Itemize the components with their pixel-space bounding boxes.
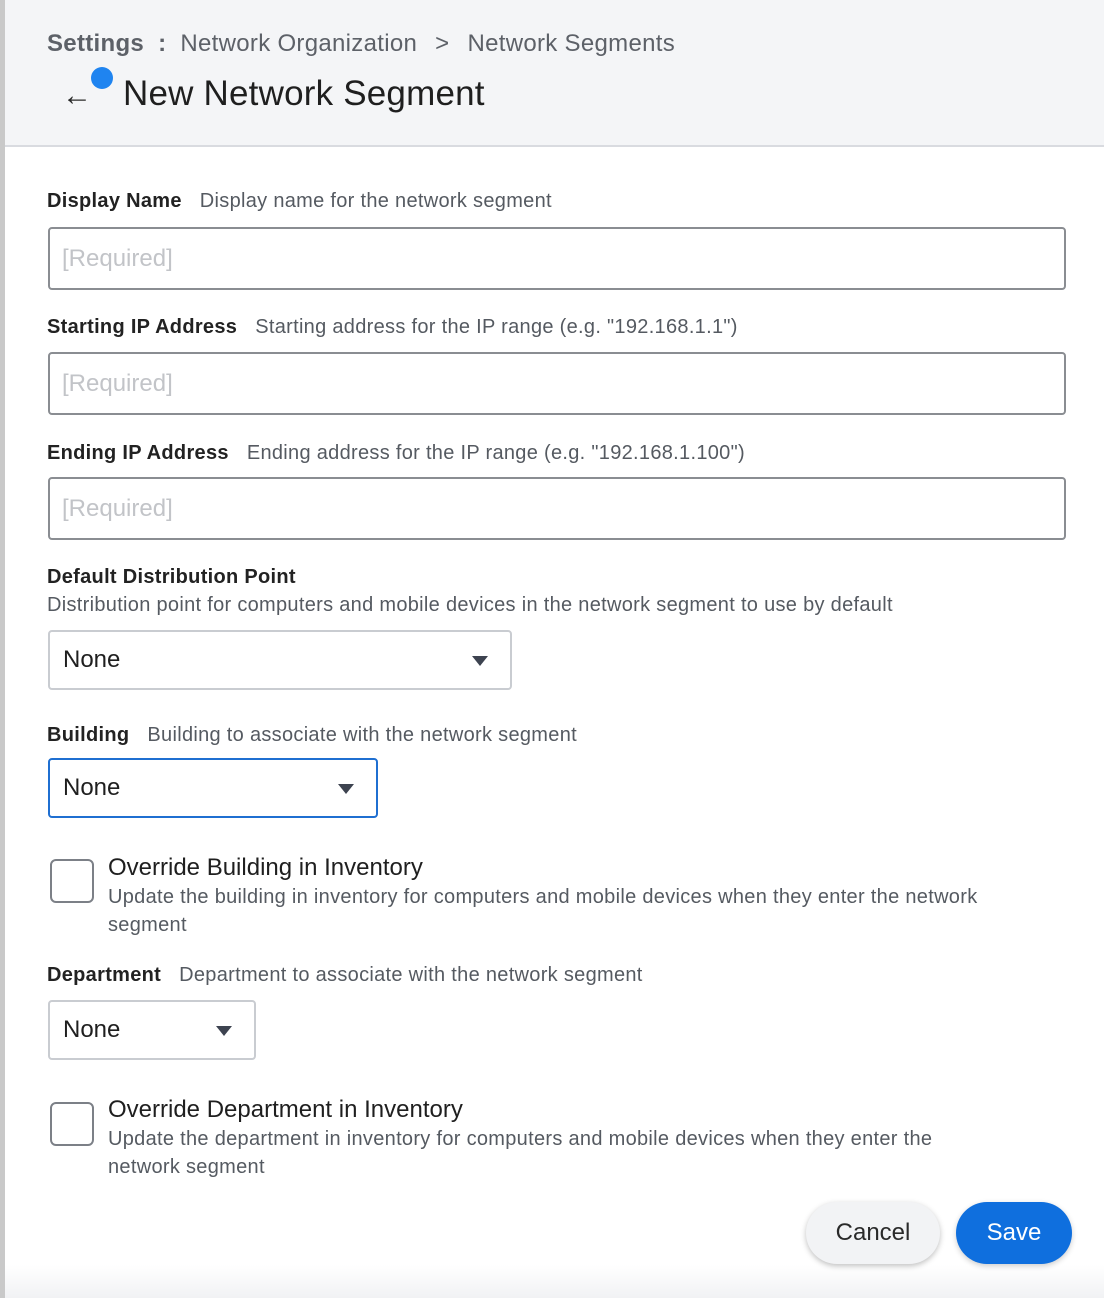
override-building-title[interactable]: Override Building in Inventory (108, 854, 423, 881)
cancel-button[interactable]: Cancel (806, 1202, 940, 1264)
building-label: Building (47, 724, 130, 746)
distribution-point-select[interactable] (48, 630, 512, 690)
breadcrumb (47, 30, 675, 58)
chevron-down-icon (472, 656, 488, 666)
page-header (5, 0, 1104, 147)
breadcrumb-colon: : (158, 30, 167, 57)
building-selected-value: None (63, 774, 121, 801)
breadcrumb-network-segments[interactable]: Network Segments (467, 30, 676, 57)
display-name-input[interactable] (48, 227, 1066, 290)
building-label-row (47, 724, 577, 747)
distribution-point-label-row (47, 566, 314, 589)
department-selected-value: None (63, 1016, 121, 1043)
display-name-label-row (47, 190, 552, 213)
override-department-title[interactable]: Override Department in Inventory (108, 1096, 463, 1123)
display-name-label: Display Name (47, 190, 182, 212)
department-select[interactable] (48, 1000, 256, 1060)
building-description: Building to associate with the network segment (147, 724, 577, 746)
department-label: Department (47, 964, 162, 986)
override-building-description: Update the building in inventory for computers and mobile devices when they enter the network segment (108, 886, 978, 936)
ending-ip-label: Ending IP Address (47, 442, 229, 464)
footer-bar (5, 1265, 1104, 1298)
display-name-description: Display name for the network segment (199, 190, 552, 212)
save-button[interactable]: Save (956, 1202, 1072, 1264)
chevron-down-icon (216, 1026, 232, 1036)
starting-ip-description: Starting address for the IP range (e.g. "192.168.1.1") (255, 316, 738, 338)
page-title: New Network Segment (123, 74, 485, 113)
chevron-down-icon (338, 784, 354, 794)
ending-ip-description: Ending address for the IP range (e.g. "192.168.1.100") (246, 442, 745, 464)
override-department-description: Update the department in inventory for computers and mobile devices when they enter the network segment (108, 1128, 933, 1178)
department-description: Department to associate with the network segment (179, 964, 643, 986)
breadcrumb-network-organization[interactable]: Network Organization (180, 30, 418, 57)
breadcrumb-settings[interactable]: Settings (47, 30, 145, 57)
override-department-checkbox[interactable] (50, 1102, 94, 1146)
starting-ip-input[interactable] (48, 352, 1066, 415)
chevron-right-icon: > (435, 30, 450, 57)
notification-dot-icon (91, 67, 113, 89)
department-label-row (47, 964, 643, 987)
override-building-checkbox[interactable] (50, 859, 94, 903)
ending-ip-input[interactable] (48, 477, 1066, 540)
starting-ip-label: Starting IP Address (47, 316, 238, 338)
distribution-point-selected-value: None (63, 646, 121, 673)
building-select[interactable] (48, 758, 378, 818)
ending-ip-label-row (47, 442, 745, 465)
back-arrow-icon[interactable]: ← (62, 79, 92, 112)
starting-ip-label-row (47, 316, 738, 339)
distribution-point-label: Default Distribution Point (47, 566, 296, 588)
distribution-point-description: Distribution point for computers and mobile devices in the network segment to use by default (47, 594, 893, 616)
